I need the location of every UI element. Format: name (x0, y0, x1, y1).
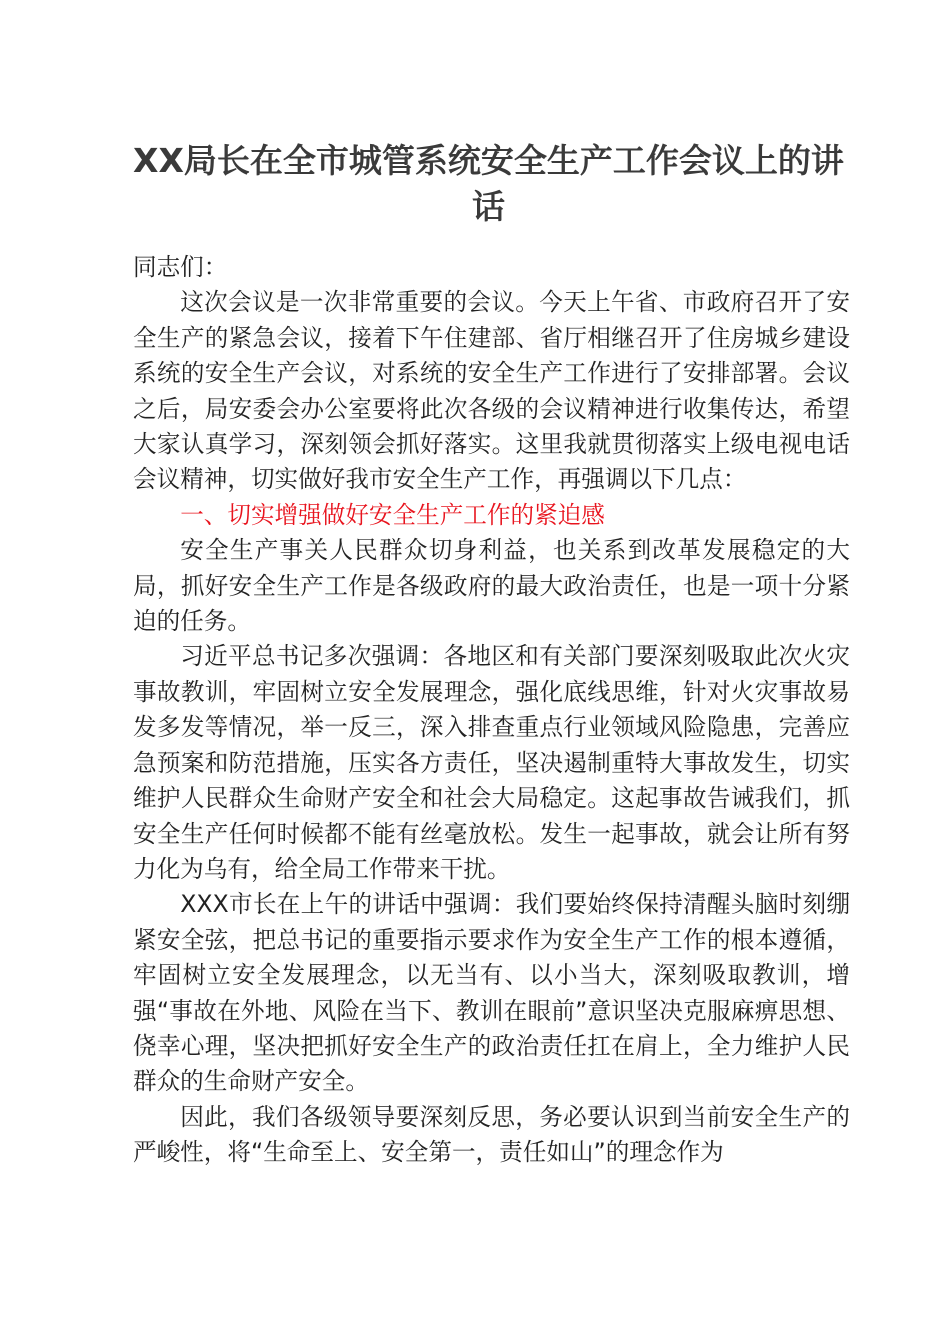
paragraph: XXX市长在上午的讲话中强调：我们要始终保持清醒头脑时刻绷紧安全弦，把总书记的重要指示要求作为安全生产工作的根本遵循，牢固树立安全发展理念，以无当有、以小当大，深刻吸取教训，增强“事故在外地、风险在当下、教训在眼前”意识坚决克服麻痹思想、侥幸心理，坚决把抓好安全生产的政治责任扛在肩上，全力维护人民群众的生命财产安全。 (133, 890, 850, 1096)
document-title: XX局长在全市城管系统安全生产工作会议上的讲话 (133, 141, 844, 226)
paragraph: 习近平总书记多次强调：各地区和有关部门要深刻吸取此次火灾事故教训，牢固树立安全发展理念，强化底线思维，针对火灾事故易发多发等情况，举一反三，深入排查重点行业领域风险隐患，完善应急预案和防范措施，压实各方责任，坚决遏制重特大事故发生，切实维护人民群众生命财产安全和社会大局稳定。这起事故告诫我们，抓安全生产任何时候都不能有丝毫放松。发生一起事故，就会让所有努力化为乌有，给全局工作带来干扰。 (133, 642, 850, 883)
paragraph: 因此，我们各级领导要深刻反思，务必要认识到当前安全生产的严峻性，将“生命至上、安全第一，责任如山”的理念作为 (133, 1102, 850, 1167)
paragraph-intro: 这次会议是一次非常重要的会议。今天上午省、市政府召开了安全生产的紧急会议，接着下午住建部、省厅相继召开了住房城乡建设系统的安全生产会议，对系统的安全生产工作进行了安排部署。会议之后，局安委会办公室要将此次各级的会议精神进行收集传达，希望大家认真学习，深刻领会抓好落实。这里我就贯彻落实上级电视电话会议精神，切实做好我市安全生产工作，再强调以下几点： (133, 288, 850, 494)
section-heading: 一、切实增强做好安全生产工作的紧迫感 (180, 500, 605, 529)
salutation: 同志们： (133, 253, 228, 281)
document-body (133, 250, 850, 1171)
paragraph: 安全生产事关人民群众切身利益，也关系到改革发展稳定的大局，抓好安全生产工作是各级政府的最大政治责任，也是一项十分紧迫的任务。 (133, 536, 850, 636)
